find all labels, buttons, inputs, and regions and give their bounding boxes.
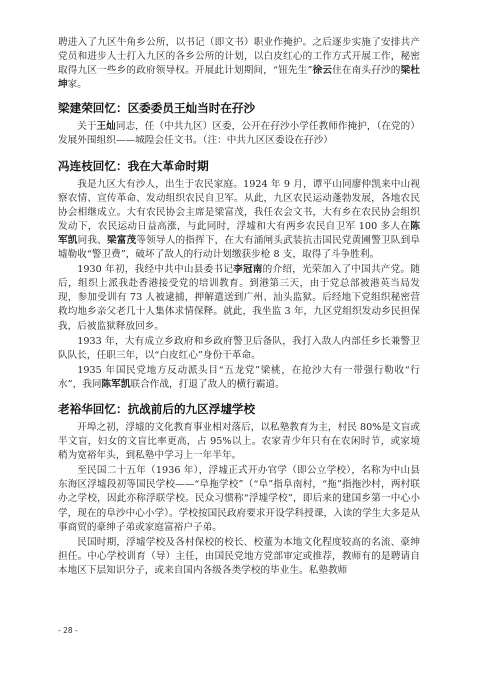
person-name: 李冠南 xyxy=(233,264,263,276)
text-run: 我是九区大有沙人，出生于农民家庭。1924 年 9 月，谭平山同廖仲凯来中山视察农情、宣传革命、发动组织农民自卫军。从此，九区农民运动蓬勃发展，各地农民协会相继成立。大有农民协会主席是梁富茂，我任农会文书，大有乡在农民协会组织发动下，农民运动日益高涨，与此同时，浮墟和大有两乡农民自卫军 100 多人在 xyxy=(58,178,420,232)
section-heading: 冯连枝回忆：我在大革命时期 xyxy=(58,158,209,173)
section-heading: 梁建荣回忆：区委委员王灿当时在孖沙 xyxy=(58,101,256,116)
person-name: 陈军凯 xyxy=(58,220,420,246)
text-run: 聘进入了九区牛角乡公所，以书记（即文书）职业作掩护。之后逐步实施了安排共产党员和进步人士打入九区的各乡公所的计划，以白皮红心的工作方式开展工作，秘密取得九区一些乡的政府领导权。开展此计划期间，“钮先生” xyxy=(58,37,420,77)
text-run: 住在南头孖沙的 xyxy=(332,65,401,77)
section3-paragraph-3: 民国时期，浮墟学校及各村保校的校长、校董为本地文化程度较高的名流、豪绅担任。中心学校训育（导）主任，由国民党地方党部审定或推荐，教师有的是聘请自本地区下层知识分子，或来自国内各级各类学校的毕业生。私塾教师 xyxy=(58,536,420,576)
text-run: 1933 年，大有成立乡政府和乡政府警卫后备队，我打入敌人内部任乡长兼警卫队队长，任职三年，以“白皮红心”身份干革命。 xyxy=(58,335,420,361)
text-run: 1930 年初，我经中共中山县委书记 xyxy=(77,264,234,276)
intro-paragraph xyxy=(58,36,420,92)
text-run: 等领导人的指挥下，在大有涌闸头武装抗击国民党黄圃警卫队到阜墟勒收“警卫费”，破坏了敌人的行动计划缴获步枪 8 支，取得了斗争胜利。 xyxy=(58,234,421,261)
section2-paragraph-3 xyxy=(58,335,420,363)
person-name: 王灿 xyxy=(96,121,116,133)
section3-paragraph-2: 至民国二十五年（1936 年），浮墟正式开办官学（即公立学校），名称为中山县东海区浮墟段初等国民学校——“阜拖学校”（“阜”指阜南村，“拖”指拖沙村，两村联办之学校，因此亦称浮联学校。民众习惯称“浮墟学校”，即后来的建国乡第一中心小学，现在的阜沙中心小学）。学校按国民政府要求开设学科授课，入读的学生大多是从事商贸的豪绅子弟或家庭富裕户子弟。 xyxy=(58,465,420,533)
text-run: 联合作战，打退了敌人的横行霸道。 xyxy=(130,378,285,390)
page-number: - 28 - xyxy=(58,626,78,635)
person-name: 梁富茂 xyxy=(106,234,137,246)
person-name: 徐云 xyxy=(312,65,333,77)
section2-paragraph-2 xyxy=(58,263,420,333)
text-run: 同我、 xyxy=(77,234,107,246)
text-run: 1935 年国民党地方反动派头目“五龙党”梁桃，在抢沙大有一带强行勒收“行水”，我同 xyxy=(58,364,420,390)
section3-paragraph-1: 开埠之初，浮墟的文化教育事业相对落后，以私塾教育为主，村民 80%是文盲或半文盲，妇女的文盲比率更高，占 95%以上。农家青少年只有在农闲时节，或家境稍为宽裕年头，到私塾中学习上一年半年。 xyxy=(58,421,421,462)
text-run: 家。 xyxy=(67,79,87,91)
section1-paragraph xyxy=(58,120,420,148)
person-name: 梁杜坤 xyxy=(58,65,420,91)
section-heading: 老裕华回忆：抗战前后的九区浮墟学校 xyxy=(58,401,256,416)
text-run: 关于 xyxy=(77,121,97,133)
section2-paragraph-1 xyxy=(58,178,420,263)
person-name: 陈军凯 xyxy=(101,378,131,390)
text-run: 同志，任（中共九区）区委，公开在孖沙小学任教师作掩护，（在党的）发展外围组织——城隍会任文书。（注：中共九区区委设在孖沙） xyxy=(58,121,420,147)
text-run: 的介绍，光荣加入了中国共产党。随后，组织上派我赴香港接受党的培训教育。到港第三天，由于党总部被港英当局发现，参加受训有 73 人被逮捕，押解遣送到广州、汕头监狱。后经地下党组织秘密营救均地乡亲父老几十人集体求情保释。就此，我坐监 3 年，九区党组织发动乡民担保我，后被监狱释放回乡。 xyxy=(58,264,420,332)
section2-paragraph-4 xyxy=(58,364,420,392)
